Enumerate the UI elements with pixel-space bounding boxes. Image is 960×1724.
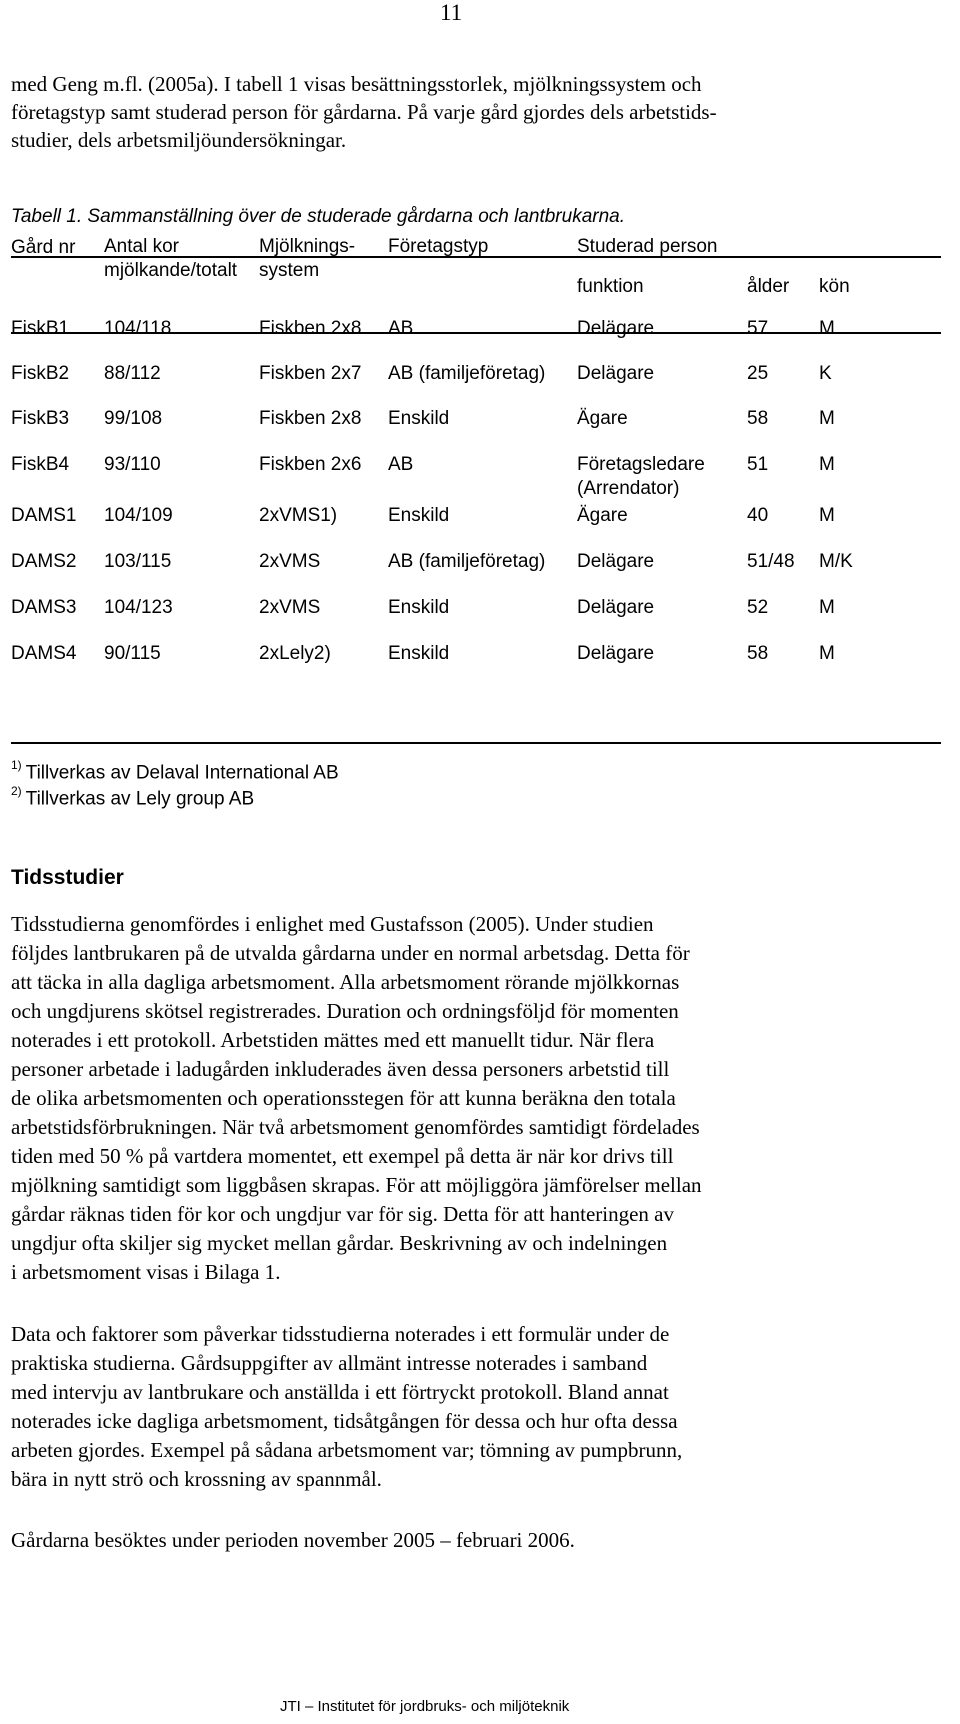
cell-kon: M [819,643,835,664]
cell-funktion: Delägare [577,363,655,384]
para-line: arbeten gjordes. Exempel på sådana arbetsmoment var; tömning av pumpbrunn, [11,1438,683,1462]
cell-funktion: Delägare [577,643,655,664]
cell-kon: K [819,363,832,384]
cell-system: 2xVMS1) [259,505,338,526]
para-line: Tidsstudierna genomfördes i enlighet med Gustafsson (2005). Under studien [11,912,654,936]
header-kon: kön [819,276,850,297]
cell-kor: 93/110 [104,454,161,475]
para-line: personer arbetade i ladugården inkluderades även dessa personers arbetstid till [11,1057,670,1081]
intro-line: företagstyp samt studerad person för gårdarna. På varje gård gjordes dels arbetstids- [11,100,717,124]
para-line: att täcka in alla dagliga arbetsmoment. Alla arbetsmoment rörande mjölkkornas [11,970,680,994]
cell-system: 2xVMS [259,597,321,618]
cell-gard: DAMS2 [11,551,77,572]
cell-typ: AB (familjeföretag) [388,551,546,572]
cell-funktion: Delägare [577,318,655,339]
para-line: tiden med 50 % på vartdera momentet, ett exempel på detta är när kor drivs till [11,1144,674,1168]
header-mjolkningssystem: Mjölknings- system [259,236,356,281]
para-line: noterades icke dagliga arbetsmoment, tidsåtgången för dessa och hur ofta dessa [11,1409,678,1433]
cell-kor: 103/115 [104,551,172,572]
cell-kon: M [819,408,835,429]
para-line: noterades i ett protokoll. Arbetstiden mättes med ett manuellt tidur. När flera [11,1028,655,1052]
section-heading: Tidsstudier [11,866,124,889]
page-footer: JTI – Institutet för jordbruks- och miljöteknik [280,1698,570,1715]
cell-typ: Enskild [388,597,450,618]
cell-gard: FiskB3 [11,408,70,429]
cell-funktion-line2: (Arrendator) [577,478,680,499]
cell-kor: 104/123 [104,597,173,618]
cell-kon: M [819,454,835,475]
cell-gard: DAMS4 [11,643,77,664]
cell-system: Fiskben 2x6 [259,454,362,475]
footnote-1: $^{1)}$ Tillverkas av Delaval International AB [11,758,339,784]
para-line: de olika arbetsmomenten och operationsstegen för att kunna beräkna den totala [11,1086,676,1110]
cell-typ: AB (familjeföretag) [388,363,546,384]
cell-funktion: Ägare [577,505,628,526]
header-gard-nr: Gård nr [11,237,76,258]
cell-system: 2xVMS [259,551,321,572]
para-line: i arbetsmoment visas i Bilaga 1. [11,1260,281,1284]
cell-alder: 58 [747,408,769,429]
header-foretagstyp: Företagstyp [388,236,489,257]
cell-funktion: Ägare [577,408,628,429]
cell-kor: 90/115 [104,643,161,664]
cell-kon: M/K [819,551,853,572]
para-line: praktiska studierna. Gårdsuppgifter av allmänt intresse noterades i samband [11,1351,648,1375]
cell-typ: AB [388,454,414,475]
header-alder: ålder [747,276,790,297]
para-line: följdes lantbrukaren på de utvalda gårdarna under en normal arbetsdag. Detta för [11,941,690,965]
cell-system: Fiskben 2x7 [259,363,362,384]
table-bottom-rule [11,742,941,744]
page-number: 11 [440,0,463,25]
cell-funktion: Delägare [577,551,655,572]
cell-kon: M [819,597,835,618]
cell-gard: FiskB1 [11,318,70,339]
para-line: mjölkning samtidigt som liggbåsen skrapas. För att möjliggöra jämförelser mellan [11,1173,702,1197]
header-antal-kor: Antal kor mjölkande/totalt [104,236,238,281]
para-line: arbetstidsförbrukningen. När två arbetsmoment genomfördes samtidigt fördelades [11,1115,700,1139]
para-line: ungdjur ofta skiljer sig mycket mellan gårdar. Beskrivning av och indelningen [11,1231,668,1255]
cell-alder: 58 [747,643,769,664]
cell-kon: M [819,505,835,526]
cell-kor: 88/112 [104,363,161,384]
cell-gard: FiskB4 [11,454,70,475]
para-line: med intervju av lantbrukare och anställda i ett förtryckt protokoll. Bland annat [11,1380,669,1404]
para-line: gårdar räknas tiden för kor och ungdjur var för sig. Detta för att hanteringen av [11,1202,675,1226]
intro-line: med Geng m.fl. (2005a). I tabell 1 visas besättningsstorlek, mjölkningssystem och [11,72,702,96]
cell-system: Fiskben 2x8 [259,318,362,339]
farm-table [11,236,941,744]
cell-gard: DAMS1 [11,505,77,526]
cell-alder: 40 [747,505,769,526]
cell-alder: 52 [747,597,769,618]
header-studerad-person: Studerad person [577,236,718,257]
cell-kor: 99/108 [104,408,163,429]
cell-kor: 104/118 [104,318,172,339]
paragraph-3: Gårdarna besöktes under perioden november 2005 – februari 2006. [11,1528,575,1552]
table-caption: Tabell 1. Sammanställning över de studerade gårdarna och lantbrukarna. [11,206,626,227]
cell-alder: 51 [747,454,769,475]
cell-funktion: Delägare [577,597,655,618]
cell-gard: DAMS3 [11,597,77,618]
cell-system: Fiskben 2x8 [259,408,362,429]
cell-system: 2xLely2) [259,643,331,664]
cell-alder: 57 [747,318,769,339]
cell-gard: FiskB2 [11,363,70,384]
para-line: bära in nytt strö och krossning av spannmål. [11,1467,382,1491]
footnote-2: $^{2)}$ Tillverkas av Lely group AB [11,784,255,810]
para-line: och ungdjurens skötsel registrerades. Duration och ordningsföljd för momenten [11,999,679,1023]
header-funktion: funktion [577,276,644,297]
cell-alder: 25 [747,363,769,384]
cell-kon: M [819,318,835,339]
cell-alder: 51/48 [747,551,795,572]
cell-funktion: Företagsledare [577,454,705,475]
cell-kor: 104/109 [104,505,173,526]
cell-typ: AB [388,318,414,339]
cell-typ: Enskild [388,408,450,429]
intro-line: studier, dels arbetsmiljöundersökningar. [11,128,347,152]
cell-typ: Enskild [388,643,450,664]
para-line: Data och faktorer som påverkar tidsstudierna noterades i ett formulär under de [11,1322,670,1346]
cell-typ: Enskild [388,505,450,526]
